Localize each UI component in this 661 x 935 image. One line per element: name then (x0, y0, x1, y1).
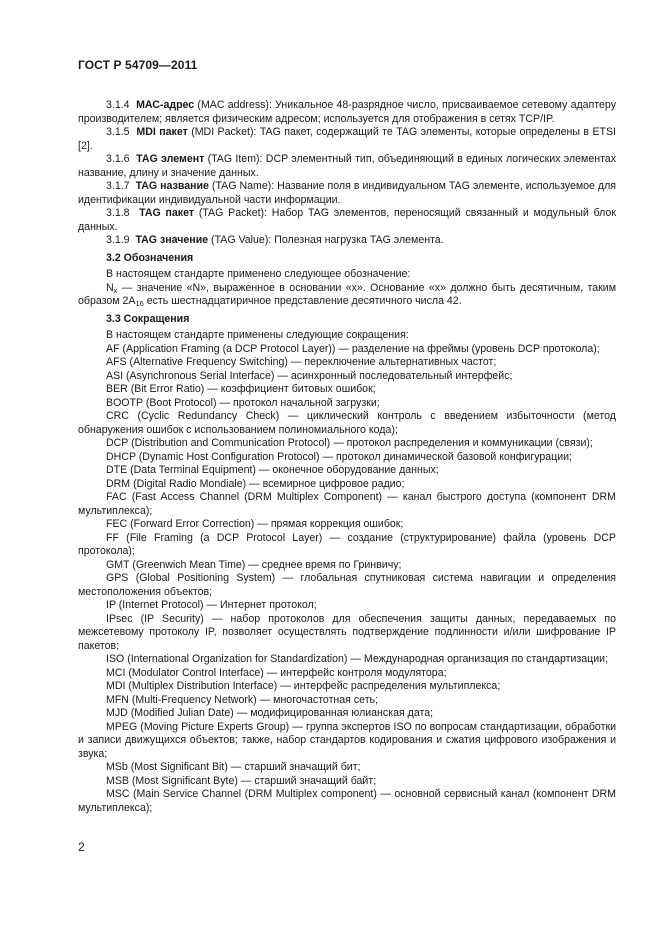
abbreviation-item: IP (Internet Protocol) — Интернет протокол; (106, 599, 317, 611)
notation-subscript-16: 16 (135, 299, 144, 308)
definition-number: 3.1.4 (106, 99, 130, 111)
definition-item (78, 153, 616, 180)
abbreviation-item: FEC (Forward Error Correction) — прямая коррекция ошибок; (106, 518, 404, 530)
definition-number: 3.1.9 (106, 234, 130, 246)
definition-term: MDI пакет (136, 126, 188, 138)
notation-symbol: N (106, 281, 114, 294)
abbreviation-item: BER (Bit Error Ratio) — коэффициент битовых ошибок; (106, 383, 376, 395)
section-3-2-intro: В настоящем стандарте применено следующее обозначение: (106, 268, 411, 280)
section-3-3-intro: В настоящем стандарте применены следующие сокращения: (106, 329, 409, 341)
definition-term: TAG элемент (136, 153, 205, 165)
abbreviation-item: MCI (Modulator Control Interface) — интерфейс контроля модулятора; (106, 666, 447, 679)
definition-term: TAG значение (135, 234, 209, 246)
abbreviation-item: AF (Application Framing (a DCP Protocol Layer)) — разделение на фреймы (уровень DCP протокола); (106, 342, 600, 355)
definition-text: (TAG Packet): Набор TAG элементов, переносящий связанный и модульный блок данных. (78, 207, 617, 233)
abbreviation-item: ISO (International Organization for Standardization) — Международная организация по стандартизации; (106, 653, 609, 665)
abbreviation-item: DTE (Data Terminal Equipment) — оконечное оборудование данных; (106, 464, 439, 476)
abbreviation-item: MSC (Main Service Channel (DRM Multiplex component) — основной сервисный канал (компонент DRM мультиплекса); (78, 788, 616, 814)
definition-term: TAG название (135, 180, 209, 192)
abbreviation-item: DCP (Distribution and Communication Protocol) — протокол распределения и коммуникации (связи); (106, 437, 593, 449)
abbreviation-item: DRM (Digital Radio Mondiale) — всемирное цифровое радио; (106, 477, 405, 490)
abbreviation-item: MDI (Multiplex Distribution Interface) — интерфейс распределения мультиплекса; (106, 680, 501, 692)
definition-term: МАС-адрес (136, 99, 195, 111)
abbreviation-item: CRC (Cyclic Redundancy Check) — циклический контроль с введением избыточности (метод обнаружения ошибок с использованием полиномиального кода); (78, 410, 616, 436)
abbreviation-item: MFN (Multi-Frequency Network) — многочастотная сеть; (106, 693, 379, 706)
definition-text: (TAG Item): DCP элементный тип, объединяющий в единых логических элементах название, длину и значение данных. (78, 153, 616, 179)
definition-term: TAG пакет (139, 207, 195, 219)
abbreviation-item: GPS (Global Positioning System) — глобальная спутниковая система навигации и определения местоположения объектов; (78, 572, 616, 598)
definition-text: (TAG Name): Название поля в индивидуальном TAG элементе, используемое для идентификации индивидуальной части информации. (78, 180, 617, 206)
definition-text: (MAC address): Уникальное 48-разрядное число, присваиваемое сетевому адаптеру производителем; является физическим адресом; используется для отображения в сетях TCP/IP. (78, 99, 616, 125)
abbreviation-item: GMT (Greenwich Mean Time) — среднее время по Гринвичу; (106, 558, 402, 571)
abbreviation-item: FAC (Fast Access Channel (DRM Multiplex Component) — канал быстрого доступа (компонент DRM мультиплекса); (78, 491, 616, 517)
abbreviation-item: AFS (Alternative Frequency Switching) — переключение альтернативных частот; (106, 356, 497, 368)
abbreviation-item: MPEG (Moving Picture Experts Group) — группа экспертов ISO по вопросам стандартизации, обработки и записи движущихся объектов; также, набор стандартов кодирования и сжатия цифрового изображения и звука; (78, 720, 616, 760)
definition-number: 3.1.5 (106, 126, 130, 138)
definition-text: (TAG Value): Полезная нагрузка TAG элемента. (208, 234, 444, 246)
page-number: 2 (78, 840, 85, 854)
document-header: ГОСТ Р 54709—2011 (78, 58, 198, 72)
abbreviation-item: BOOTP (Boot Protocol) — протокол начальной загрузки; (106, 396, 380, 409)
section-3-3-title: 3.3 Сокращения (106, 312, 190, 325)
definition-item (78, 99, 616, 126)
abbreviation-item: MSb (Most Significant Bit) — старший значащий бит; (106, 761, 361, 773)
notation-paragraph (78, 282, 616, 309)
definition-item (78, 207, 616, 234)
abbreviation-item: DHCP (Dynamic Host Configuration Protocol) — протокол динамической базовой конфигурации; (106, 450, 572, 463)
page-content (78, 99, 616, 815)
notation-text-end: есть шестнадцатиричное представление десятичного числа 42. (143, 295, 462, 307)
abbreviation-item: IPsec (IP Security) — набор протоколов для обеспечения защиты данных, передаваемых по межсетевому протоколу IP, позволяет осуществлять подтверждение подлинности и/или шифрование IP пакетов; (78, 612, 616, 652)
abbreviation-item: MJD (Modified Julian Date) — модифицированная юлианская дата; (106, 707, 434, 719)
definition-number: 3.1.8 (106, 207, 130, 219)
abbreviations-list (78, 343, 616, 816)
definition-item (78, 126, 616, 153)
notation-subscript: x (113, 285, 118, 295)
definition-text: (MDI Packet): TAG пакет, содержащий те TAG элементы, которые определены в ETSI [2]. (78, 126, 616, 152)
definition-item (78, 234, 616, 248)
definitions-list (78, 99, 616, 248)
section-3-2-title: 3.2 Обозначения (106, 251, 194, 264)
notation-text: — значение «N», выраженное в основании «x». Основание «x» должно быть десятичным, таким образом 2A (78, 281, 616, 307)
definition-number: 3.1.7 (106, 180, 130, 192)
definition-item (78, 180, 616, 207)
abbreviation-item: FF (File Framing (a DCP Protocol Layer) — создание (структурирование) файла (уровень DCP протокола); (78, 531, 616, 557)
definition-number: 3.1.6 (106, 153, 130, 165)
abbreviation-item: MSB (Most Significant Byte) — старший значащий байт; (106, 774, 377, 787)
abbreviation-item: ASI (Asynchronous Serial Interface) — асинхронный последовательный интерфейс; (106, 369, 513, 382)
